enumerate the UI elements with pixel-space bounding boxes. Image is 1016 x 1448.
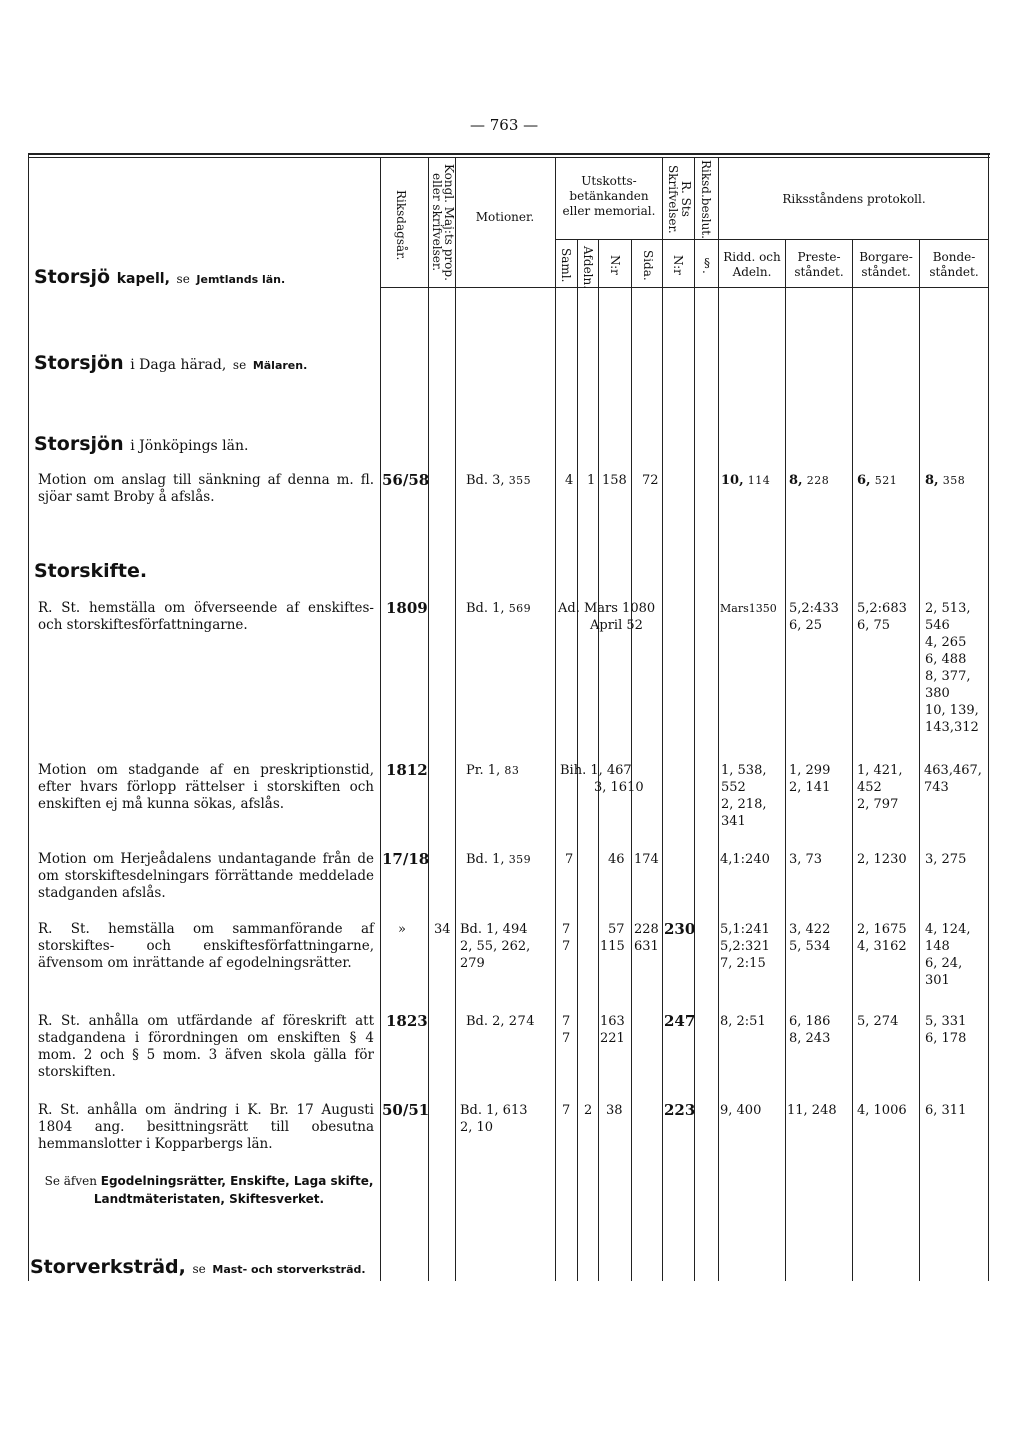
row-6-bond-1: 6, 178 (925, 1031, 967, 1046)
row-7-mot-0: Bd. 1, 613 (460, 1103, 528, 1118)
row-3-utsk-2: 3, 1610 (594, 780, 644, 795)
row-1-year: 56/58 (382, 471, 430, 489)
col-preste: Preste-ståndet. (794, 250, 844, 279)
row-7-year: 50/51 (382, 1101, 430, 1119)
text-part: Bd. 1, (466, 852, 505, 867)
row-2-utsk-2: April 52 (590, 618, 643, 633)
row-5-samt-0: 7 (562, 922, 571, 937)
row-2-bond-7: 143,312 (925, 720, 979, 735)
row-5-nr-0: 57 (608, 922, 625, 937)
row-6-pres-1: 8, 243 (789, 1031, 831, 1046)
text-part: se (176, 272, 190, 286)
row-4-year: 17/18 (382, 850, 430, 868)
row-3-pres-0: 1, 299 (789, 763, 831, 778)
row-2-pres-1: 5,2:433 (789, 601, 839, 616)
col-kongl: Kongl. Maj:ts prop. eller skrifvelser. (430, 163, 456, 281)
see-also (44, 1172, 374, 1208)
col-protokoll: Riksståndens protokoll. (782, 192, 926, 206)
text-part: 521 (874, 474, 898, 487)
row-6-rsts: 247 (664, 1012, 696, 1030)
row-4-motion (466, 851, 531, 868)
row-2-bond-0: 2, 513, (925, 601, 971, 616)
col-borgare: Borgare-ståndet. (859, 250, 913, 279)
row-6-bond-0: 5, 331 (925, 1014, 967, 1029)
row-5-ridd-1: 5,2:321 (720, 939, 770, 954)
text-part: Se äfven (44, 1174, 97, 1188)
heading-storverkstrad (30, 1256, 366, 1278)
row-6-borg: 5, 274 (857, 1014, 899, 1029)
row-5-kongl: 34 (434, 922, 451, 937)
row-6-motion (466, 1013, 535, 1030)
text-part: i Daga härad, (130, 357, 227, 373)
page-number: — 763 — (470, 116, 539, 134)
row-3-pres-1: 2, 141 (789, 780, 831, 795)
row-6-samt-0: 7 (562, 1014, 571, 1029)
text-part: se (192, 1262, 206, 1276)
text-part: Bd. 2, (466, 1014, 505, 1029)
row-2-utsk-1: Ad. Mars 1080 (558, 601, 656, 616)
text-part: 6, (857, 473, 871, 488)
row-1-ridd (721, 472, 770, 489)
row-5-nr-1: 115 (600, 939, 625, 954)
text-part: Storsjö (34, 266, 111, 288)
col-paragraph: §. (700, 256, 714, 274)
row-5-year: » (398, 922, 406, 937)
row-2-bond-4: 8, 377, (925, 669, 971, 684)
row-5-samt-1: 7 (562, 939, 571, 954)
row-4-borg: 2, 1230 (857, 852, 907, 867)
text-part: Bd. 3, (466, 473, 505, 488)
row-5-mot-1: 2, 55, 262, (460, 939, 531, 954)
text-part: 359 (508, 853, 532, 866)
row-4-sida: 174 (634, 852, 659, 867)
text-part: Egodelningsrätter, Enskifte, Laga skifte, Landtmäteristaten, Skiftesverket. (93, 1174, 374, 1206)
col-riksd-beslut: Riksd.beslut. (699, 160, 713, 239)
text-part: Storverksträd, (30, 1256, 186, 1278)
col-rsts-nr: N:r (671, 255, 685, 275)
row-6-pres-0: 6, 186 (789, 1014, 831, 1029)
row-1-borg (857, 472, 897, 489)
text-part: Bd. 1, (466, 601, 505, 616)
row-3-bond-0: 463,467, (924, 763, 982, 778)
row-4-nr: 46 (608, 852, 625, 867)
row-7-pres: 11, 248 (787, 1103, 837, 1118)
row-2-bond-3: 6, 488 (925, 652, 967, 667)
text-part: Mast- och storverksträd. (212, 1263, 366, 1276)
text-part: 355 (508, 474, 532, 487)
text-part: Pr. 1, (466, 763, 501, 778)
row-5-borg-1: 4, 3162 (857, 939, 907, 954)
row-2-pres-2: 6, 25 (789, 618, 823, 633)
col-nr: N:r (608, 255, 622, 275)
text-part: 10, (721, 473, 744, 488)
row-7-bond: 6, 311 (925, 1103, 967, 1118)
text-part: 569 (508, 602, 532, 615)
row-5-pres-0: 3, 422 (789, 922, 831, 937)
row-5-bond-0: 4, 124, (925, 922, 971, 937)
row-1-afd: 1 (587, 473, 596, 488)
row-6-nr-1: 221 (600, 1031, 625, 1046)
row-4-pres: 3, 73 (789, 852, 823, 867)
row-4-ridd: 4,1:240 (720, 852, 770, 867)
row-5-ridd-0: 5,1:241 (720, 922, 770, 937)
text-part: 8, (789, 473, 803, 488)
row-7-mot-1: 2, 10 (460, 1120, 494, 1135)
row-3-ridd-2: 2, 218, (721, 797, 767, 812)
col-utskotts: Utskotts-betänkanden eller memorial. (562, 174, 656, 218)
row-5-rsts: 230 (664, 920, 696, 938)
text-part: 8, (925, 473, 939, 488)
row-7-samt: 7 (562, 1103, 571, 1118)
row-1-samt: 4 (565, 473, 574, 488)
heading-storsjo-kapell (34, 266, 285, 288)
row-5-borg-0: 2, 1675 (857, 922, 907, 937)
row-4-samt: 7 (565, 852, 574, 867)
row-2-borg-2: 6, 75 (857, 618, 891, 633)
row-7-afd: 2 (584, 1103, 593, 1118)
text-part: 228 (806, 474, 830, 487)
row-3-bond-1: 743 (924, 780, 949, 795)
row-7-borg: 4, 1006 (857, 1103, 907, 1118)
row-3-ridd-0: 1, 538, (721, 763, 767, 778)
row-2-motion (466, 600, 531, 617)
row-2-ridd: Mars1350 (720, 602, 777, 615)
row-3-year: 1812 (386, 761, 428, 779)
text-part: Storsjön (34, 352, 124, 374)
col-riksdagsar: Riksdagsår. (394, 189, 408, 261)
row-5-bond-1: 148 (925, 939, 950, 954)
row-6-year: 1823 (386, 1012, 428, 1030)
col-rsts: R. Sts Skrifvelser. (666, 164, 693, 234)
row-4-bond: 3, 275 (925, 852, 967, 867)
row-1-sida: 72 (642, 473, 659, 488)
row-5-mot-0: Bd. 1, 494 (460, 922, 528, 937)
row-1-pres (789, 472, 829, 489)
row-6-desc: R. St. anhålla om utfärdande af föreskrift att stadgandena i förordningen om enskiften § 4 mom. 2 och § 5 mom. 3 äfven skola gälla för storskiften. (38, 1013, 374, 1080)
heading-storsjon-daga (34, 352, 307, 374)
row-4-desc: Motion om Herjeådalens undantagande från de om storskiftesdelningars förrättande meddelade stadganden afslås. (38, 851, 374, 901)
text-part: i Jönköpings län. (130, 438, 249, 454)
row-3-ridd-1: 552 (721, 780, 746, 795)
text-part: 358 (942, 474, 966, 487)
row-2-bond-2: 4, 265 (925, 635, 967, 650)
row-5-sida-0: 228 (634, 922, 659, 937)
col-motioner: Motioner. (475, 210, 535, 224)
text-part: 114 (747, 474, 771, 487)
text-part: se (232, 358, 247, 372)
row-3-utsk-1: Bih. 1, 467 (560, 763, 632, 778)
text-part: 83 (504, 764, 520, 777)
heading-storskifte: Storskifte. (34, 560, 148, 582)
row-2-year: 1809 (386, 599, 428, 617)
row-1-bond (925, 472, 965, 489)
text-part: 274 (508, 1014, 536, 1029)
row-7-nr: 38 (606, 1103, 623, 1118)
col-sida: Sida. (641, 249, 655, 281)
text-part: kapell, (116, 271, 170, 287)
text-part: Mälaren. (252, 359, 308, 372)
row-3-borg-2: 2, 797 (857, 797, 899, 812)
row-7-desc: R. St. anhålla om ändring i K. Br. 17 Augusti 1804 ang. besittningsrätt till obesutna hemmanslotter i Kopparbergs län. (38, 1102, 374, 1152)
row-2-bond-1: 546 (925, 618, 950, 633)
row-7-rsts: 223 (664, 1101, 696, 1119)
text-part: Storsjön (34, 433, 124, 455)
row-6-samt-1: 7 (562, 1031, 571, 1046)
row-3-borg-1: 452 (857, 780, 882, 795)
row-5-ridd-2: 7, 2:15 (720, 956, 766, 971)
heading-storsjon-jonkoping (34, 433, 248, 455)
row-6-nr-0: 163 (600, 1014, 625, 1029)
row-3-ridd-3: 341 (721, 814, 746, 829)
row-1-motion (466, 472, 531, 489)
row-2-bond-5: 380 (925, 686, 950, 701)
text-part: Jemtlands län. (196, 273, 286, 286)
row-1-nr: 158 (602, 473, 627, 488)
row-5-mot-2: 279 (460, 956, 485, 971)
row-2-desc: R. St. hemställa om öfverseende af enskiftes- och storskiftesförfattningarne. (38, 600, 374, 633)
col-bonde: Bonde-ståndet. (929, 250, 979, 279)
row-2-bond-6: 10, 139, (925, 703, 979, 718)
col-ridd: Ridd. och Adeln. (723, 250, 781, 279)
col-samt: Saml. (559, 247, 573, 283)
row-5-bond-2: 6, 24, (925, 956, 963, 971)
row-5-pres-1: 5, 534 (789, 939, 831, 954)
row-6-ridd: 8, 2:51 (720, 1014, 766, 1029)
row-5-sida-1: 631 (634, 939, 659, 954)
row-7-ridd: 9, 400 (720, 1103, 762, 1118)
row-3-desc: Motion om stadgande af en preskriptionstid, efter hvars förlopp rättelser i storskiften och enskiften ej må kunna sökas, afslås. (38, 762, 374, 812)
row-2-borg-1: 5,2:683 (857, 601, 907, 616)
row-1-desc: Motion om anslag till sänkning af denna m. fl. sjöar samt Broby å afslås. (38, 472, 374, 505)
row-5-bond-3: 301 (925, 973, 950, 988)
col-afdeln: Afdeln. (581, 246, 595, 290)
row-3-motion (466, 762, 519, 779)
row-5-desc: R. St. hemställa om sammanförande af storskiftes- och enskiftesförfattningarne, äfvensom om inrättande af egodelningsrätter. (38, 921, 374, 971)
row-3-borg-0: 1, 421, (857, 763, 903, 778)
